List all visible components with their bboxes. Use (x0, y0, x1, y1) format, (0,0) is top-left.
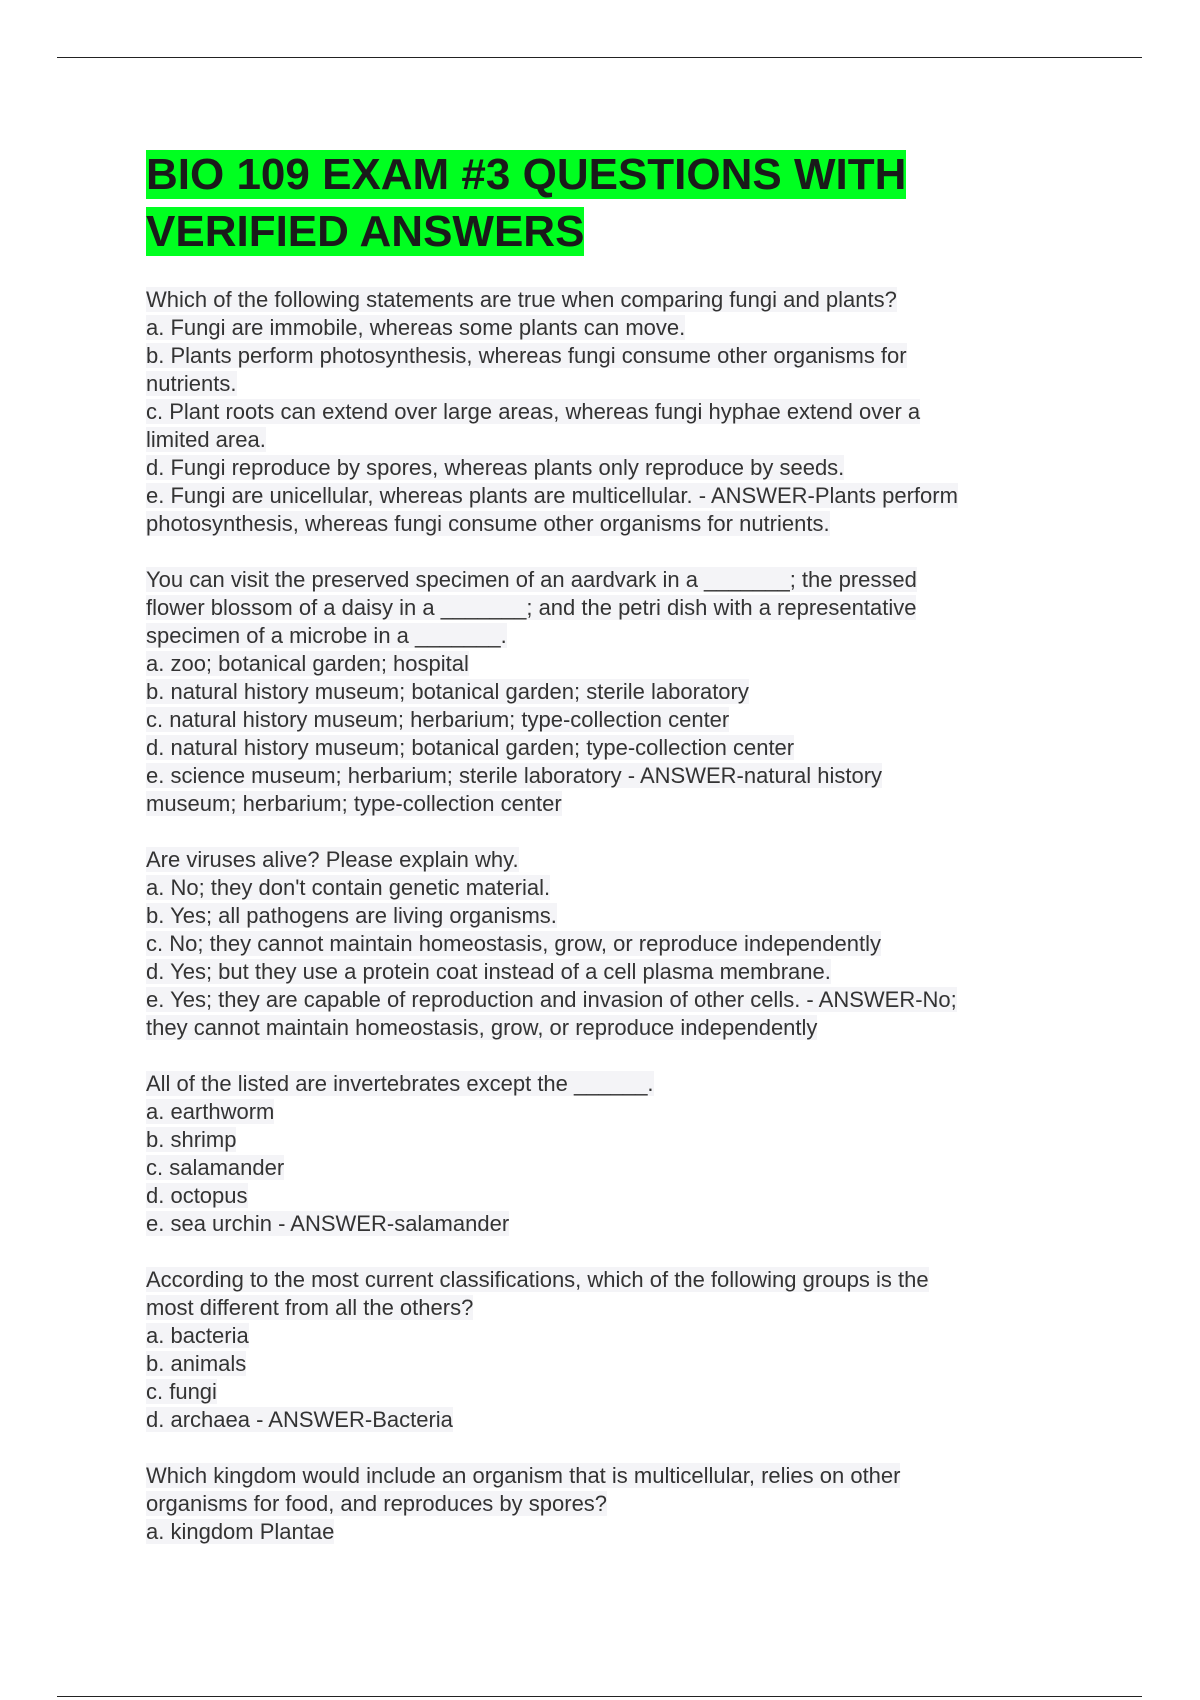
question-text: c. fungi (146, 1379, 217, 1404)
question-text: e. Yes; they are capable of reproduction and invasion of other cells. - ANSWER-No; (146, 987, 957, 1012)
question-text-line (146, 650, 1046, 678)
question-block (146, 1266, 1046, 1434)
question-text: a. zoo; botanical garden; hospital (146, 651, 469, 676)
question-text-line (146, 986, 1046, 1014)
question-text-line (146, 454, 1046, 482)
question-text: a. No; they don't contain genetic material. (146, 875, 551, 900)
question-text-line (146, 594, 1046, 622)
question-text: According to the most current classifications, which of the following groups is the (146, 1267, 929, 1292)
question-text-line (146, 1126, 1046, 1154)
question-text: photosynthesis, whereas fungi consume other organisms for nutrients. (146, 511, 830, 536)
question-text: nutrients. (146, 371, 237, 396)
question-block (146, 286, 1046, 538)
question-text-line (146, 566, 1046, 594)
question-block (146, 566, 1046, 818)
question-text: flower blossom of a daisy in a _______; and the petri dish with a representative (146, 595, 917, 620)
question-text: All of the listed are invertebrates except the ______. (146, 1071, 654, 1096)
question-text-line (146, 762, 1046, 790)
question-text: specimen of a microbe in a _______. (146, 623, 507, 648)
question-text-line (146, 426, 1046, 454)
document-title (146, 146, 1046, 260)
question-text-line (146, 1490, 1046, 1518)
document-page (146, 146, 1046, 1574)
question-text: organisms for food, and reproduces by spores? (146, 1491, 608, 1516)
question-text-line (146, 790, 1046, 818)
question-text-line (146, 1182, 1046, 1210)
question-text-line (146, 482, 1046, 510)
question-text: museum; herbarium; type-collection center (146, 791, 562, 816)
question-text-line (146, 1014, 1046, 1042)
question-text: a. Fungi are immobile, whereas some plants can move. (146, 315, 686, 340)
question-text-line (146, 314, 1046, 342)
question-text: d. natural history museum; botanical garden; type-collection center (146, 735, 795, 760)
question-text-line (146, 342, 1046, 370)
question-text-line (146, 1098, 1046, 1126)
question-text: d. Yes; but they use a protein coat instead of a cell plasma membrane. (146, 959, 831, 984)
question-text-line (146, 510, 1046, 538)
footer-rule (57, 1696, 1142, 1697)
question-block (146, 846, 1046, 1042)
header-rule (57, 57, 1142, 58)
question-text-line (146, 1070, 1046, 1098)
question-text: e. science museum; herbarium; sterile laboratory - ANSWER-natural history (146, 763, 883, 788)
question-text: most different from all the others? (146, 1295, 474, 1320)
question-text: d. Fungi reproduce by spores, whereas plants only reproduce by seeds. (146, 455, 845, 480)
question-text: a. bacteria (146, 1323, 249, 1348)
question-text: b. Plants perform photosynthesis, whereas fungi consume other organisms for (146, 343, 907, 368)
question-list (146, 286, 1046, 1546)
question-text: b. Yes; all pathogens are living organisms. (146, 903, 557, 928)
question-text-line (146, 1322, 1046, 1350)
question-text-line (146, 846, 1046, 874)
question-text: d. archaea - ANSWER-Bacteria (146, 1407, 453, 1432)
question-text: c. salamander (146, 1155, 285, 1180)
question-text: Are viruses alive? Please explain why. (146, 847, 519, 872)
question-text-line (146, 958, 1046, 986)
question-text-line (146, 930, 1046, 958)
question-text: Which kingdom would include an organism that is multicellular, relies on other (146, 1463, 901, 1488)
question-text: a. kingdom Plantae (146, 1519, 335, 1544)
question-text-line (146, 1154, 1046, 1182)
title-line-2: VERIFIED ANSWERS (146, 207, 585, 256)
question-text: Which of the following statements are true when comparing fungi and plants? (146, 287, 897, 312)
question-text: b. natural history museum; botanical garden; sterile laboratory (146, 679, 749, 704)
question-text-line (146, 1406, 1046, 1434)
question-text-line (146, 734, 1046, 762)
question-text: they cannot maintain homeostasis, grow, or reproduce independently (146, 1015, 818, 1040)
question-text-line (146, 1350, 1046, 1378)
question-text-line (146, 622, 1046, 650)
question-text-line (146, 1266, 1046, 1294)
question-text-line (146, 874, 1046, 902)
question-text-line (146, 1378, 1046, 1406)
question-text-line (146, 1462, 1046, 1490)
question-text: c. No; they cannot maintain homeostasis, grow, or reproduce independently (146, 931, 881, 956)
question-text-line (146, 902, 1046, 930)
question-block (146, 1462, 1046, 1546)
question-text: b. shrimp (146, 1127, 237, 1152)
question-text: d. octopus (146, 1183, 248, 1208)
question-block (146, 1070, 1046, 1238)
question-text-line (146, 398, 1046, 426)
question-text-line (146, 1518, 1046, 1546)
question-text-line (146, 678, 1046, 706)
title-line-1: BIO 109 EXAM #3 QUESTIONS WITH (146, 150, 907, 199)
question-text-line (146, 706, 1046, 734)
question-text: You can visit the preserved specimen of an aardvark in a _______; the pressed (146, 567, 917, 592)
question-text: e. Fungi are unicellular, whereas plants are multicellular. - ANSWER-Plants perform (146, 483, 958, 508)
question-text-line (146, 1210, 1046, 1238)
question-text-line (146, 370, 1046, 398)
question-text: c. natural history museum; herbarium; type-collection center (146, 707, 730, 732)
question-text-line (146, 286, 1046, 314)
question-text: e. sea urchin - ANSWER-salamander (146, 1211, 510, 1236)
question-text: a. earthworm (146, 1099, 275, 1124)
question-text: c. Plant roots can extend over large areas, whereas fungi hyphae extend over a (146, 399, 921, 424)
question-text: limited area. (146, 427, 266, 452)
question-text: b. animals (146, 1351, 247, 1376)
question-text-line (146, 1294, 1046, 1322)
